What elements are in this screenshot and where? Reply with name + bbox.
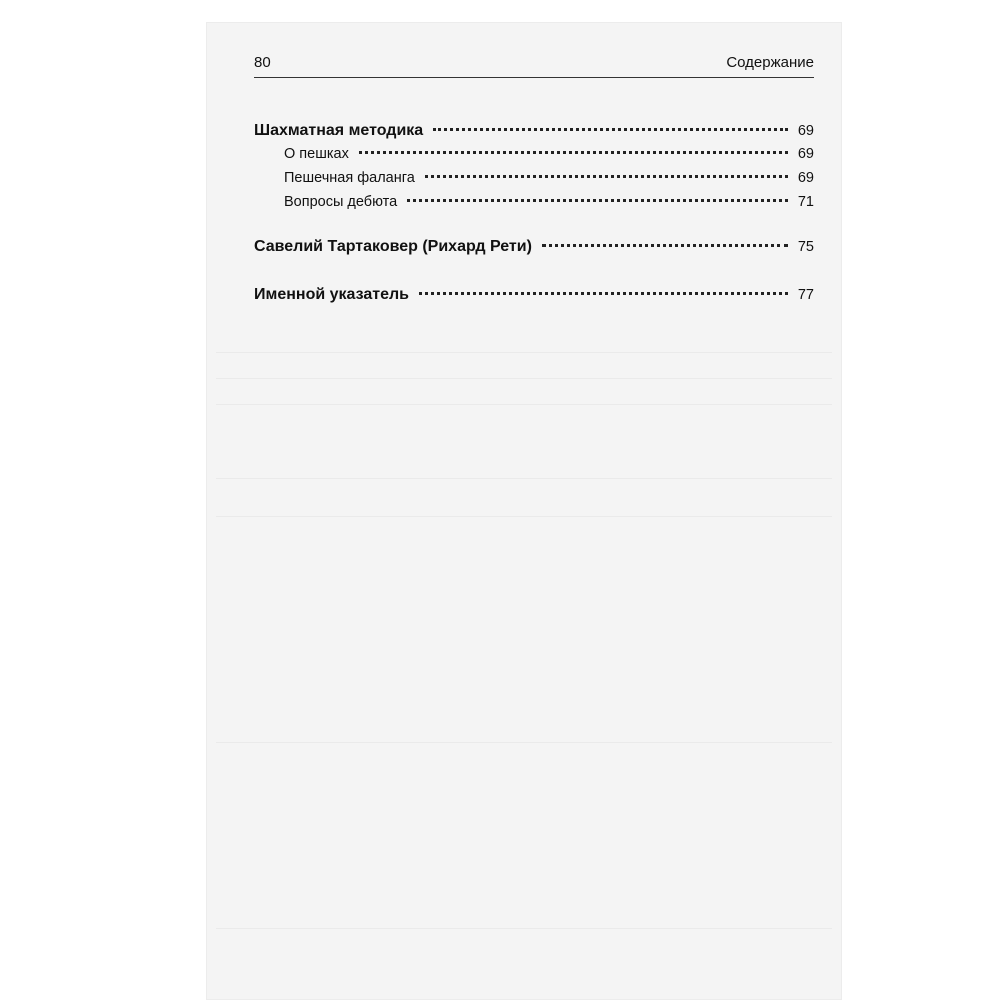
bleed-through-line <box>216 404 832 405</box>
toc-entry-title: Шахматная методика <box>254 122 424 139</box>
toc-entry-title: Вопросы дебюта <box>284 194 398 210</box>
leader-dots <box>419 292 788 295</box>
bleed-through-line <box>216 516 832 517</box>
bleed-through-line <box>216 378 832 379</box>
bleed-through-line <box>216 742 832 743</box>
toc-entry-page: 69 <box>797 146 814 162</box>
toc-entry-tartakower <box>254 238 814 256</box>
leader-dots <box>425 175 788 178</box>
leader-dots <box>359 151 788 154</box>
leader-dots <box>542 244 788 247</box>
toc-entry-title: О пешках <box>284 146 349 162</box>
toc-entry-name-index <box>254 286 814 304</box>
book-page <box>206 22 842 1000</box>
toc-entry-chess-methodology <box>254 122 814 140</box>
toc-entry-page: 77 <box>797 287 814 303</box>
toc-entry-title: Савелий Тартаковер (Рихард Рети) <box>254 238 532 255</box>
toc-entry-page: 69 <box>797 123 814 139</box>
toc-entry-opening-questions <box>254 194 814 210</box>
toc-entry-title: Именной указатель <box>254 286 409 303</box>
bleed-through-line <box>216 352 832 353</box>
toc-entry-page: 69 <box>797 170 814 186</box>
leader-dots <box>407 199 788 202</box>
page-header <box>254 52 814 78</box>
toc-entry-title: Пешечная фаланга <box>284 170 415 186</box>
toc-entry-about-pawns <box>254 146 814 162</box>
running-title: Содержание <box>726 54 814 71</box>
toc-entry-page: 71 <box>797 194 814 210</box>
bleed-through-line <box>216 478 832 479</box>
leader-dots <box>433 128 788 131</box>
toc-entry-pawn-phalanx <box>254 170 814 186</box>
toc-entry-page: 75 <box>797 239 814 255</box>
header-rule <box>254 77 814 78</box>
bleed-through-line <box>216 928 832 929</box>
page-number: 80 <box>254 54 271 71</box>
